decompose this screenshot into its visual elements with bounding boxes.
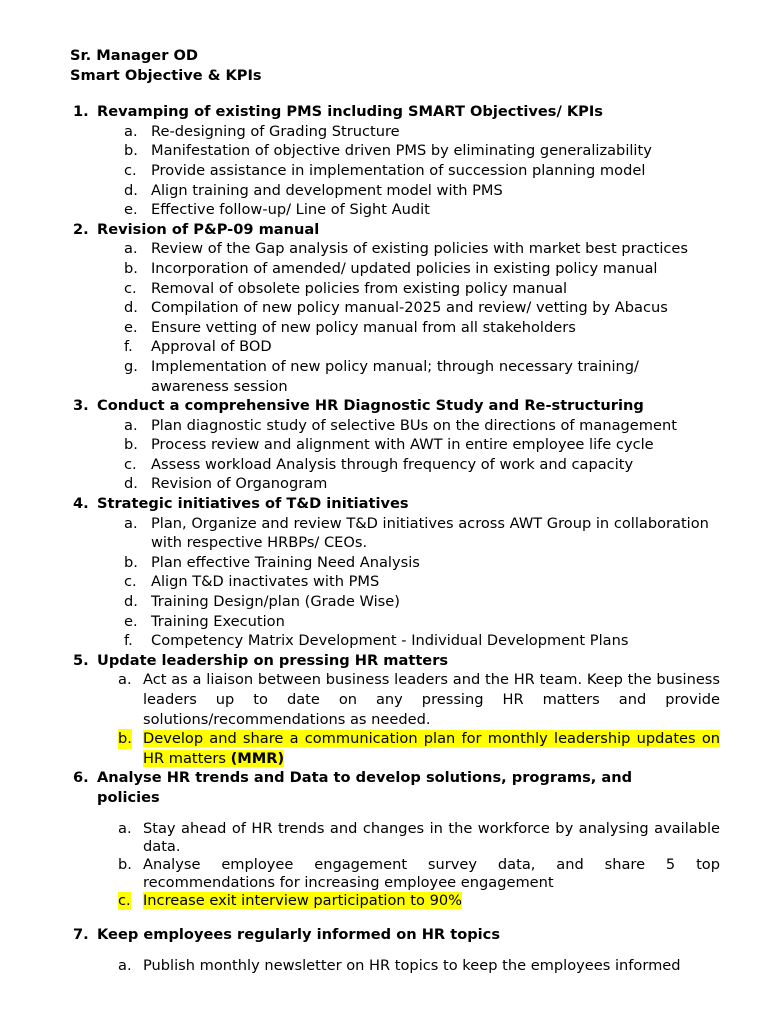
item-letter: c. [118, 891, 131, 909]
item-text: Assess workload Analysis through frequency of work and capacity [151, 455, 634, 473]
item-text: Incorporation of amended/ updated policies in existing policy manual [151, 259, 658, 277]
item-letter: b. [124, 553, 138, 571]
section-title: Analyse HR trends and Data to develop solutions, programs, and policies [97, 769, 633, 806]
item-letter: a. [124, 514, 138, 532]
list-item [97, 239, 720, 259]
list-item [97, 474, 720, 494]
item-letter: a. [118, 957, 132, 975]
section-number: 6. [73, 769, 89, 787]
section-title: Update leadership on pressing HR matters [97, 651, 449, 669]
item-text: Review of the Gap analysis of existing policies with market best practices [151, 240, 688, 258]
list-item [97, 141, 720, 161]
item-text: Align training and development model with PMS [151, 181, 503, 199]
item-letter: f. [124, 338, 133, 356]
item-letter: a. [118, 671, 132, 689]
list-item [97, 357, 720, 396]
item-text: Publish monthly newsletter on HR topics to keep the employees informed [143, 957, 681, 975]
list-item [97, 631, 720, 651]
item-text: Act as a liaison between business leaders and the HR team. Keep the business leaders up to date on any pressing HR matters and provide solutions/recommendations as needed. [143, 671, 720, 728]
item-text: Removal of obsolete policies from existing policy manual [151, 279, 568, 297]
list-item [97, 820, 720, 856]
list-item [97, 200, 720, 220]
section-2 [70, 220, 720, 396]
item-text: Plan, Organize and review T&D initiatives across AWT Group in collaboration with respective HRBPs/ CEOs. [151, 514, 709, 552]
section-3 [70, 396, 720, 494]
item-text: Re-designing of Grading Structure [151, 122, 400, 140]
item-text: Stay ahead of HR trends and changes in the workforce by analysing available data. [143, 819, 720, 855]
item-letter: f. [124, 632, 133, 650]
list-item [97, 670, 720, 729]
item-letter: b. [124, 259, 138, 277]
item-letter: b. [118, 855, 132, 873]
list-item [97, 318, 720, 338]
list-item [97, 298, 720, 318]
list-item [97, 259, 720, 279]
list-item [97, 856, 720, 892]
item-text: Provide assistance in implementation of succession planning model [151, 161, 646, 179]
list-item [97, 572, 720, 592]
list-item [97, 416, 720, 436]
item-letter: a. [118, 819, 132, 837]
item-letter: b. [124, 142, 138, 160]
section-1 [70, 102, 720, 220]
list-item [97, 892, 720, 910]
item-letter: c. [124, 573, 137, 591]
section-6 [70, 768, 720, 909]
section-number: 4. [73, 495, 89, 513]
item-letter: e. [124, 201, 138, 219]
section-title: Conduct a comprehensive HR Diagnostic Study and Re-structuring [97, 397, 644, 415]
list-item [97, 592, 720, 612]
item-text: Plan effective Training Need Analysis [151, 553, 420, 571]
item-letter: a. [124, 416, 138, 434]
item-text: Effective follow-up/ Line of Sight Audit [151, 201, 430, 219]
section-number: 3. [73, 397, 89, 415]
item-text: Approval of BOD [151, 338, 272, 356]
item-letter: c. [124, 279, 137, 297]
section-7 [70, 925, 720, 976]
item-letter: a. [124, 240, 138, 258]
item-letter: e. [124, 612, 138, 630]
item-text-highlighted: Develop and share a communication plan for monthly leadership updates on HR matters [143, 730, 720, 767]
list-item [97, 729, 720, 768]
item-letter: d. [124, 593, 138, 611]
list-item [97, 435, 720, 455]
item-letter: b. [124, 436, 138, 454]
section-number: 2. [73, 220, 89, 238]
section-title: Strategic initiatives of T&D initiatives [97, 495, 409, 513]
list-item [97, 956, 720, 976]
list-item [97, 181, 720, 201]
item-text: Competency Matrix Development - Individual Development Plans [151, 632, 629, 650]
document-title: Sr. Manager OD [70, 47, 199, 64]
item-text: Training Execution [151, 612, 285, 630]
item-text-highlighted: Increase exit interview participation to 90% [143, 891, 463, 909]
section-number: 5. [73, 651, 89, 669]
list-item [97, 612, 720, 632]
list-item [97, 337, 720, 357]
section-title: Keep employees regularly informed on HR topics [97, 925, 501, 943]
item-text: Plan diagnostic study of selective BUs on the directions of management [151, 416, 677, 434]
item-letter: d. [124, 475, 138, 493]
list-item [97, 161, 720, 181]
section-number: 7. [73, 925, 89, 943]
item-text: Revision of Organogram [151, 475, 328, 493]
item-text: Align T&D inactivates with PMS [151, 573, 380, 591]
item-text: Analyse employee engagement survey data, and share 5 top recommendations for increasing employee engagement [143, 855, 720, 891]
item-letter: b. [118, 730, 132, 748]
list-item [97, 455, 720, 475]
section-4 [70, 494, 720, 651]
item-letter: c. [124, 161, 137, 179]
item-text: Implementation of new policy manual; through necessary training/ awareness session [151, 357, 639, 395]
item-text: Ensure vetting of new policy manual from all stakeholders [151, 318, 576, 336]
document-subtitle: Smart Objective & KPIs [70, 66, 262, 84]
item-text: Compilation of new policy manual-2025 and review/ vetting by Abacus [151, 299, 668, 317]
section-title: Revamping of existing PMS including SMART Objectives/ KPIs [97, 103, 603, 121]
item-letter: d. [124, 299, 138, 317]
list-item [97, 514, 720, 553]
item-text-bold-suffix: (MMR) [230, 749, 285, 767]
document-body [70, 46, 720, 976]
section-number: 1. [73, 103, 89, 121]
item-text: Process review and alignment with AWT in entire employee life cycle [151, 436, 654, 454]
section-title: Revision of P&P-09 manual [97, 220, 320, 238]
item-text: Training Design/plan (Grade Wise) [151, 593, 400, 611]
item-text: Manifestation of objective driven PMS by eliminating generalizability [151, 142, 652, 160]
section-5 [70, 651, 720, 769]
list-item [97, 553, 720, 573]
item-letter: a. [124, 122, 138, 140]
item-letter: g. [124, 357, 138, 375]
list-item [97, 122, 720, 142]
item-letter: c. [124, 455, 137, 473]
list-item [97, 279, 720, 299]
item-letter: e. [124, 318, 138, 336]
item-letter: d. [124, 181, 138, 199]
